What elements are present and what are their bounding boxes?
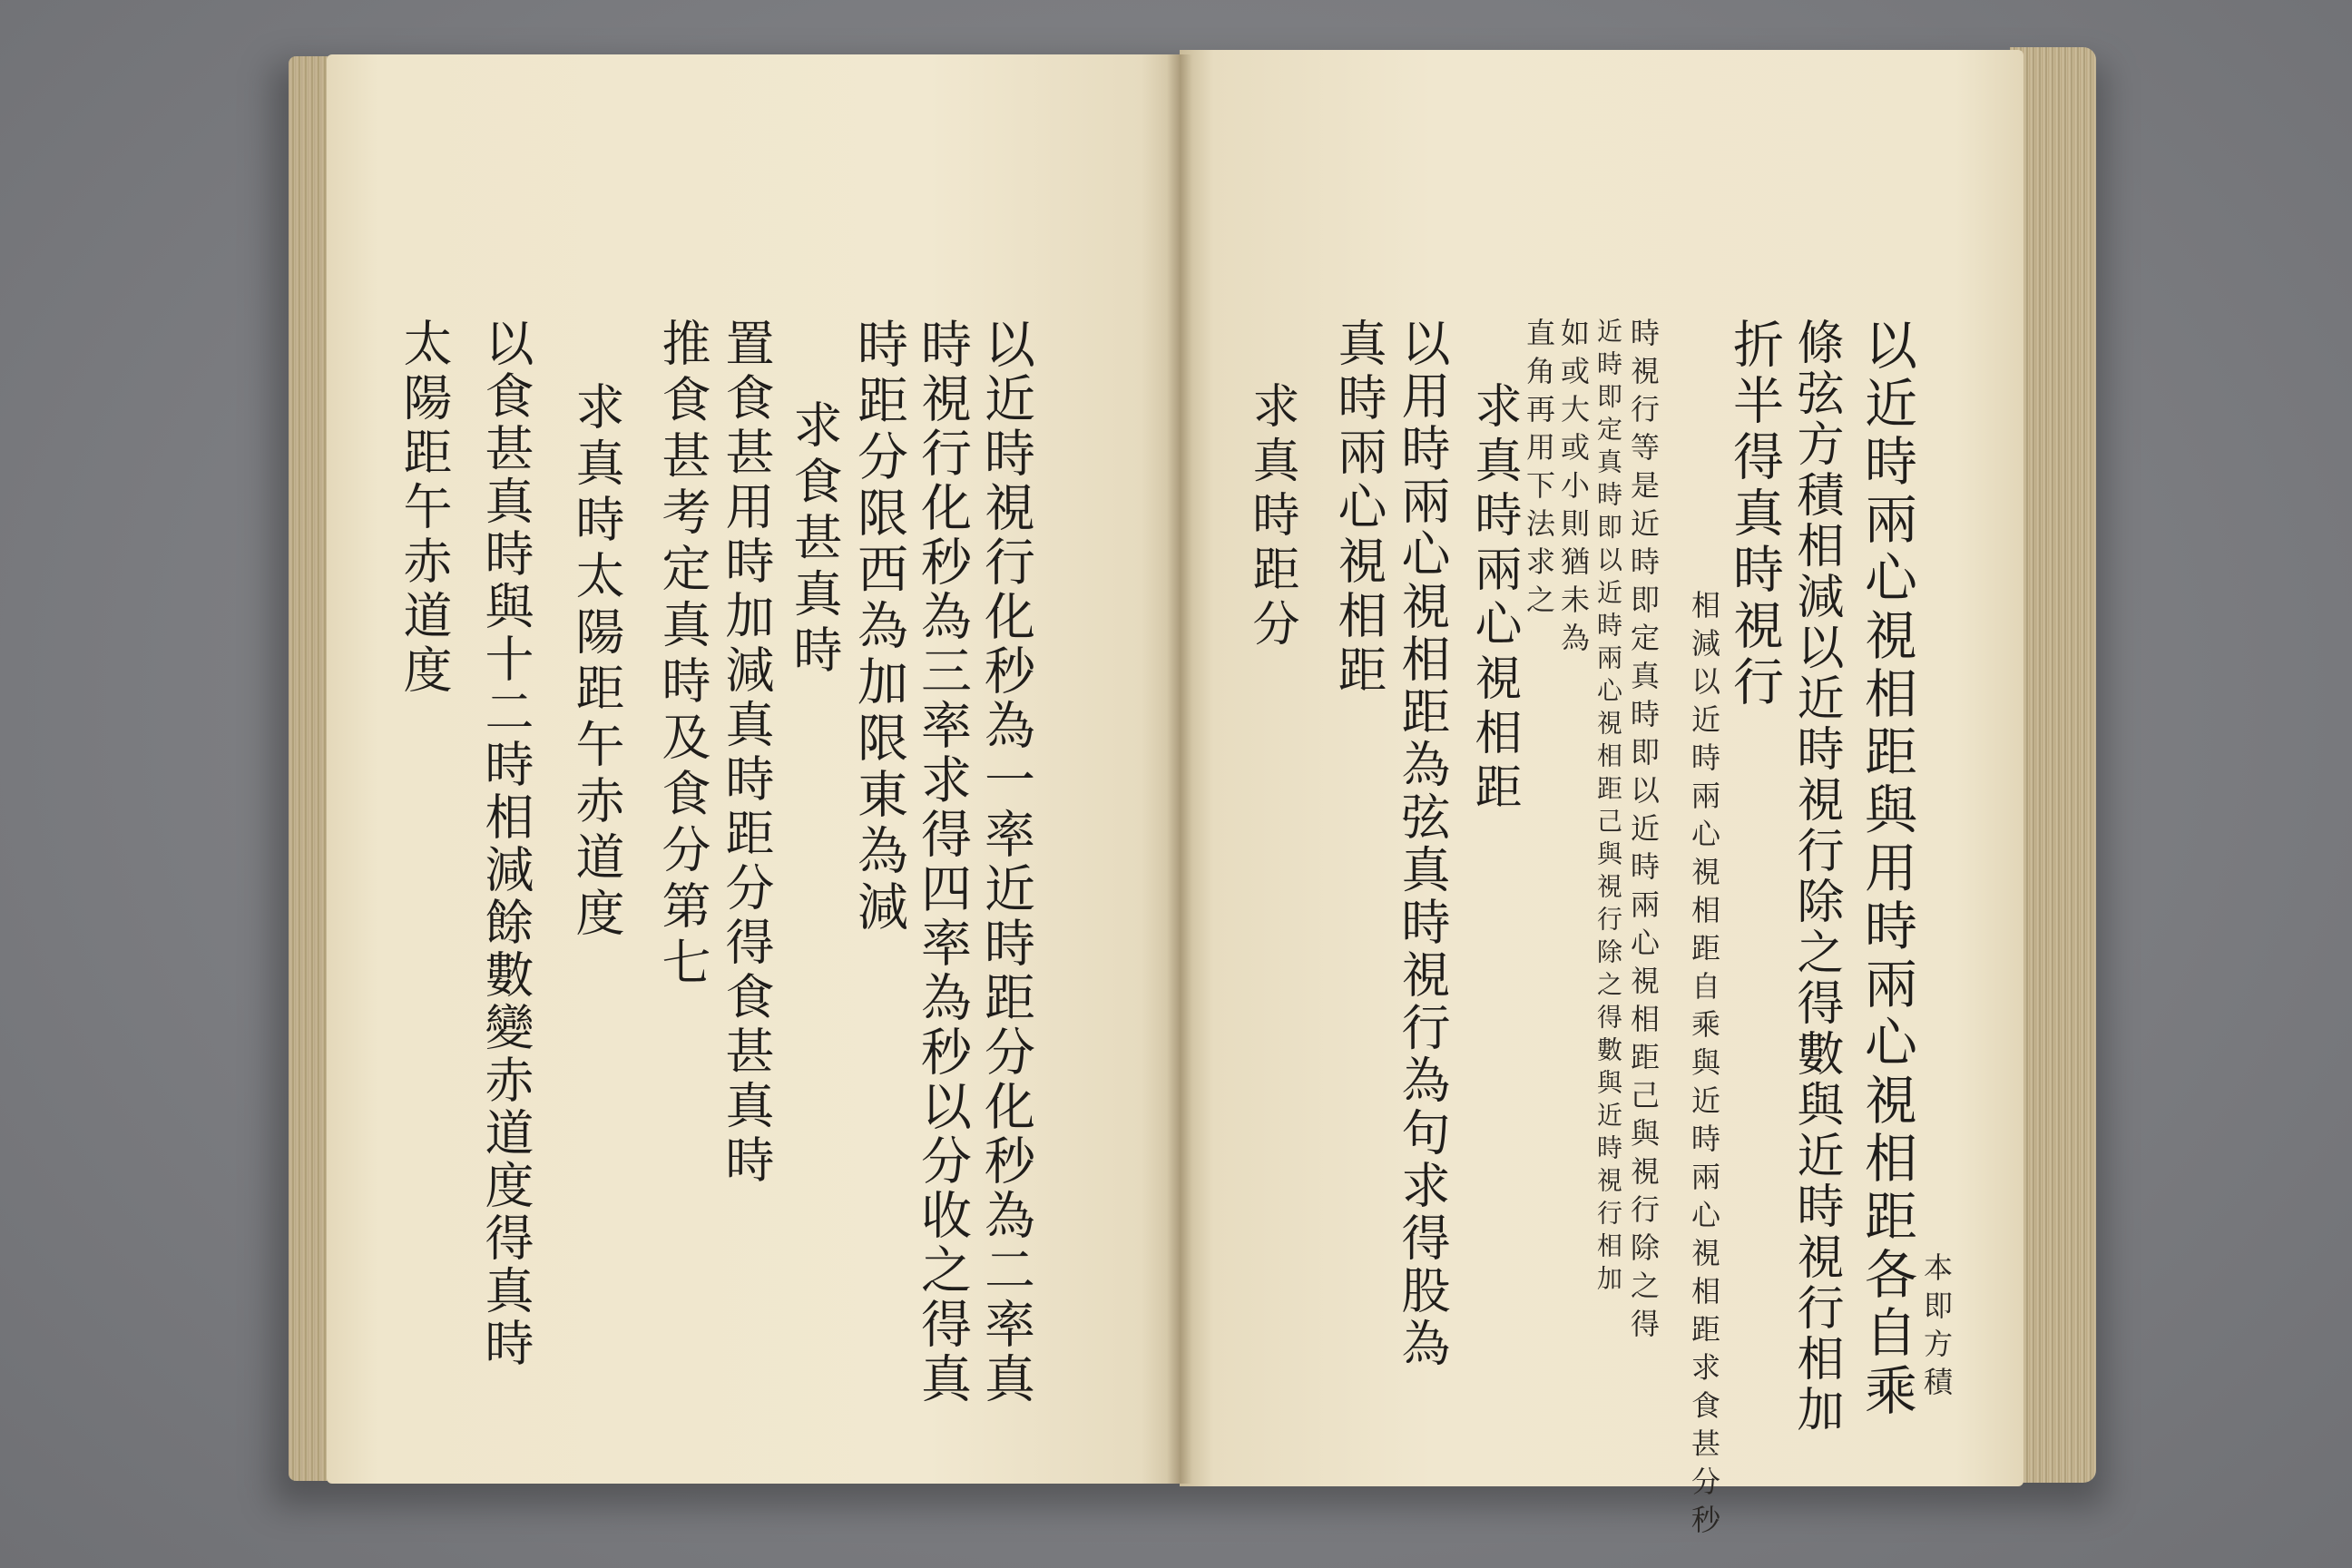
right-col-1: 以近時兩心視相距與用時兩心視相距各自乘: [1856, 318, 1917, 1421]
right-col-4: 時視行等是近時即定真時即以近時兩心視相距己與視行除之得: [1626, 318, 1661, 1347]
right-note-upper: 本即方積: [1919, 1252, 1954, 1405]
right-heading-2: 求真時距分: [1244, 381, 1298, 653]
right-col-7: 直角再用下法求之: [1522, 318, 1556, 622]
right-heading-1: 求真時兩心視相距: [1466, 381, 1521, 817]
left-col-4: 置食甚用時加減真時距分得食甚真時: [718, 318, 775, 1189]
right-col-9: 真時兩心視相距: [1330, 318, 1387, 699]
right-col-6: 如或大或小則猶未為: [1556, 318, 1591, 661]
left-heading-2: 推食甚考定真時及食分第七: [654, 318, 711, 993]
book-gutter: [1167, 54, 1192, 1484]
left-col-6: 太陽距午赤道度: [396, 318, 453, 699]
right-col-8: 以用時兩心視相距為弦真時視行為句求得股為: [1394, 318, 1451, 1370]
left-col-3: 時距分限西為加限東為減: [849, 318, 908, 936]
left-heading-3: 求真時太陽距午赤道度: [568, 381, 625, 944]
left-col-5: 以食甚真時與十二時相減餘數變赤道度得真時: [477, 318, 534, 1370]
right-col-2: 條弦方積相減以近時視行除之得數與近時視行相加: [1788, 318, 1843, 1436]
left-col-1: 以近時視行化秒為一率近時距分化秒為二率真: [976, 318, 1035, 1406]
right-col-5: 近時即定真時即以近時兩心視相距己與視行除之得數與近時視行相加: [1593, 318, 1623, 1298]
left-heading-1: 求食甚真時: [786, 399, 843, 681]
right-col-3: 折半得真時視行: [1725, 318, 1784, 711]
left-col-2: 時視行化秒為三率求得四率為秒以分收之得真: [913, 318, 972, 1406]
right-note-lower: 相減以近時兩心視相距自乘與近時兩心視相距求食甚分秒: [1687, 590, 1721, 1543]
